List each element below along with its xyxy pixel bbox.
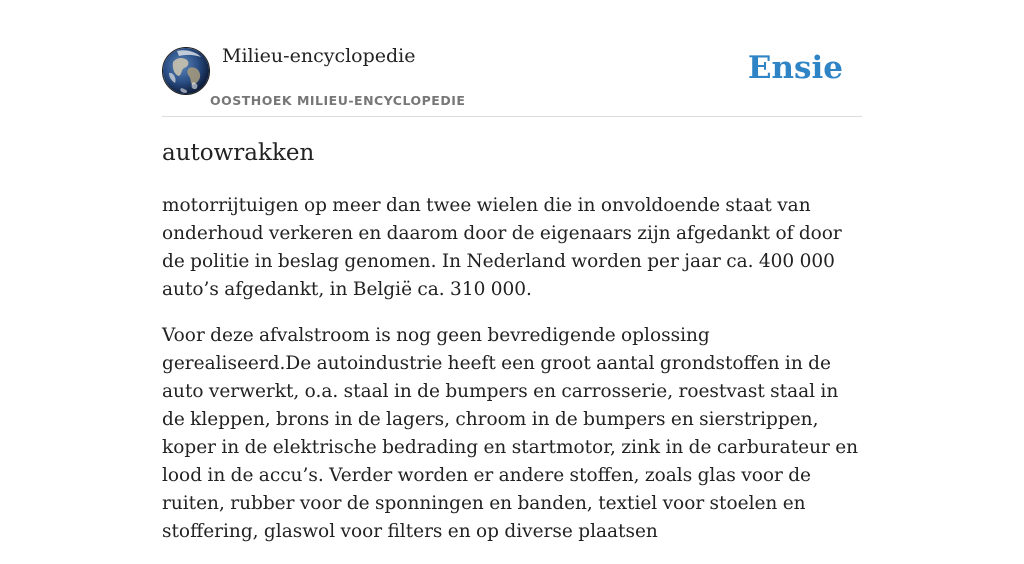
earth-globe-icon[interactable] (162, 47, 210, 95)
article-title: autowrakken (162, 140, 315, 166)
article-body (162, 192, 862, 564)
article-paragraph: Voor deze afvalstroom is nog geen bevredigende oplossing gerealiseerd.De autoindustrie heeft een groot aantal grondstoffen in de auto verwerkt, o.a. staal in de bumpers en carrosserie, roestvast staal in de kleppen, brons in de lagers, chroom in de bumpers en sierstrippen, koper in de elektrische bedrading en startmotor, zink in de carburateur en lood in de accu’s. Verder worden er andere stoffen, zoals glas voor de ruiten, rubber voor de sponningen en banden, textiel voor stoelen en stoffering, glaswol voor filters en op diverse plaatsen (162, 325, 859, 542)
site-header (162, 0, 862, 117)
site-title[interactable]: Milieu-encyclopedie (222, 45, 416, 67)
site-subtitle[interactable]: OOSTHOEK MILIEU-ENCYCLOPEDIE (210, 93, 466, 108)
ensie-logo[interactable]: Ensie (747, 50, 843, 86)
article-paragraph: motorrijtuigen op meer dan twee wielen die in onvoldoende staat van onderhoud verkeren en daarom door de eigenaars zijn afgedankt of door de politie in beslag genomen. In Nederland worden per jaar ca. 400 000 auto’s afgedankt, in België ca. 310 000. (162, 195, 842, 300)
